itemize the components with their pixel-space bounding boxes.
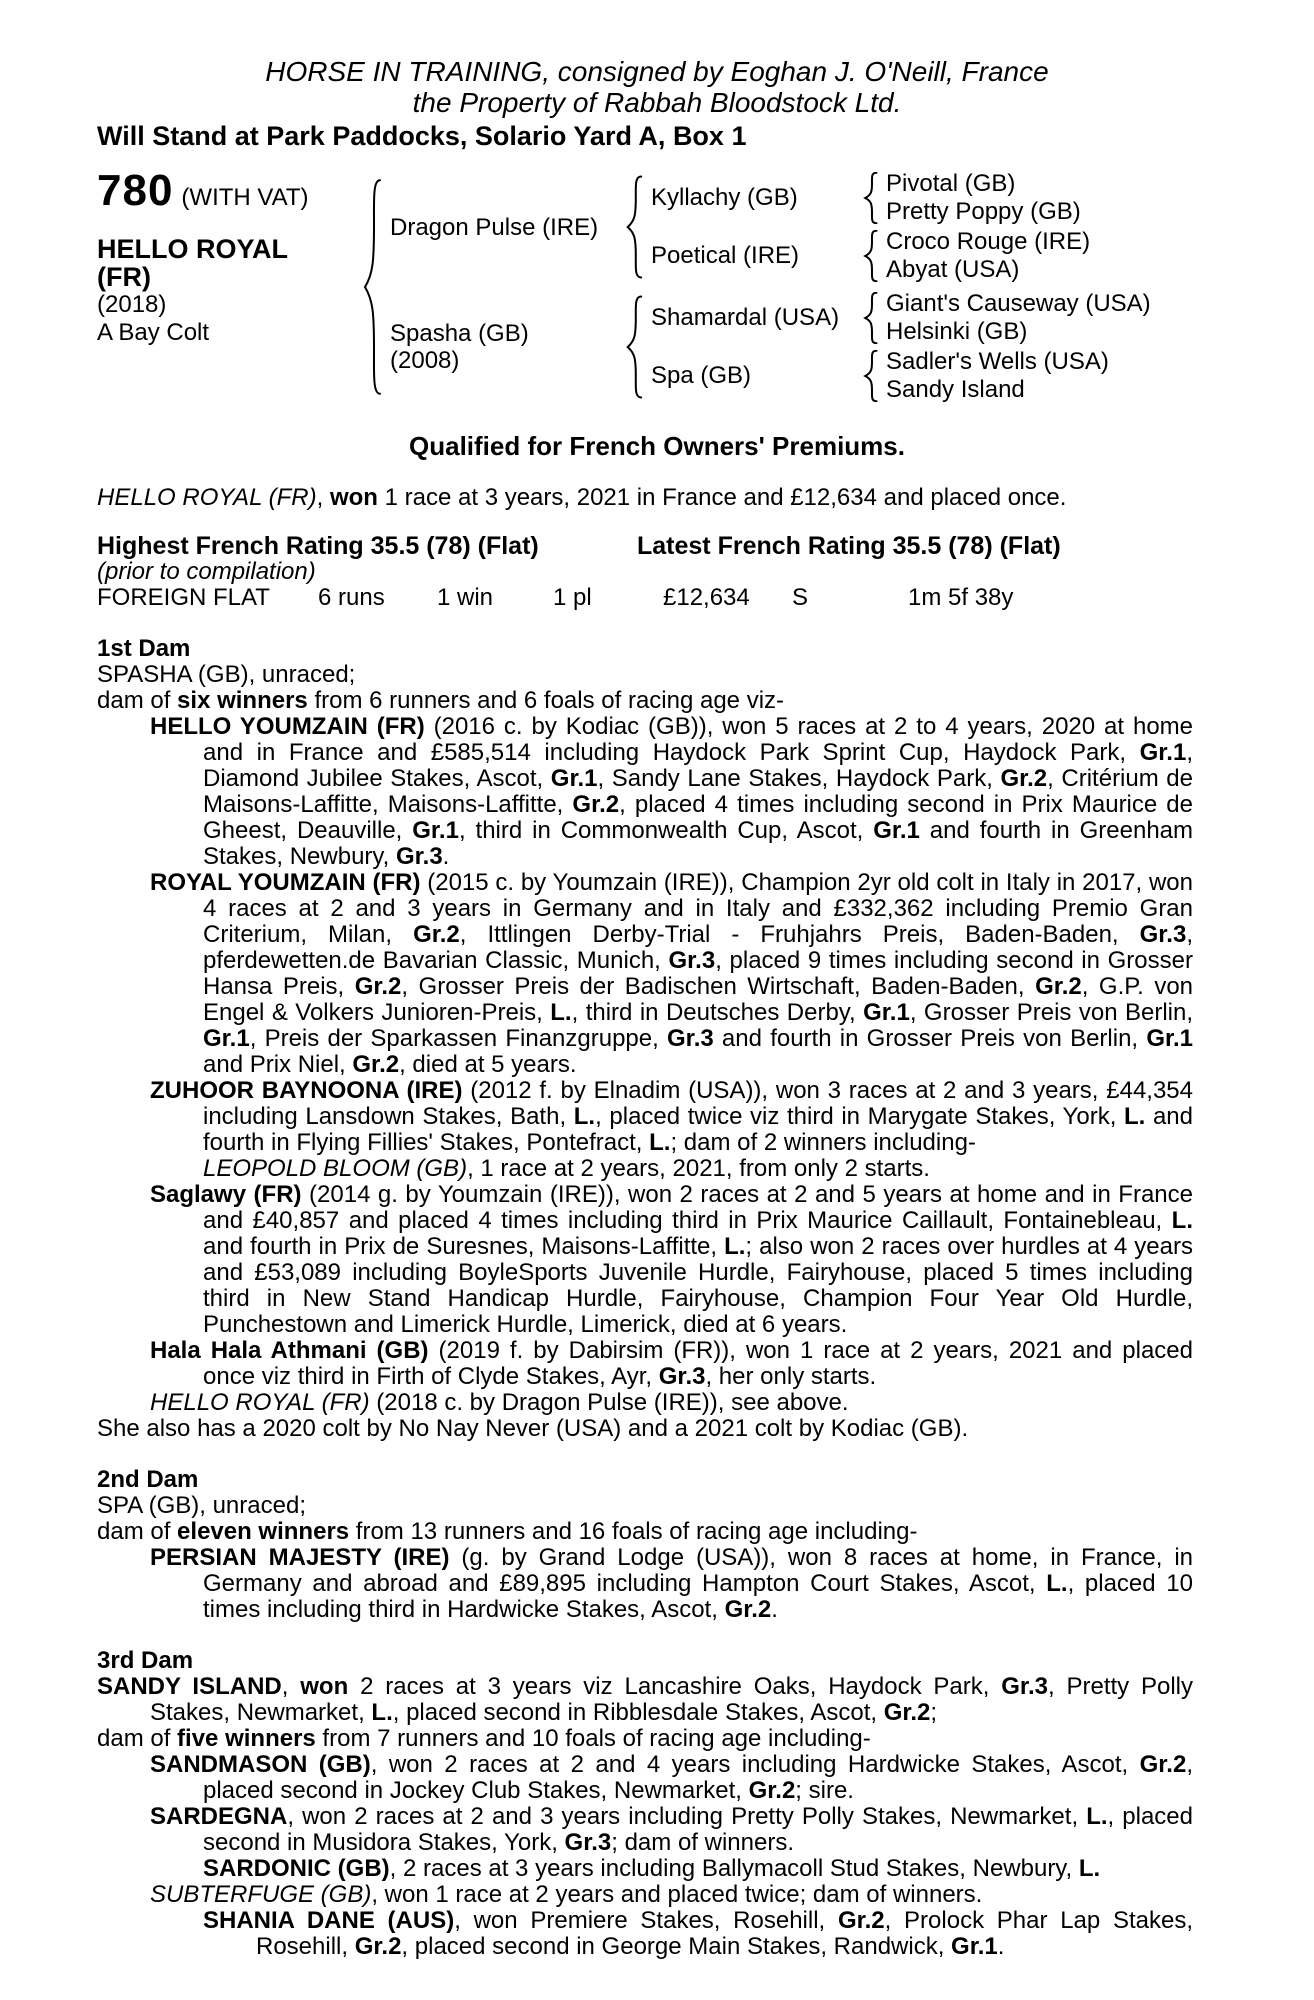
produce-record	[97, 636, 1193, 1960]
text-segment: Gr.1	[951, 1933, 998, 1960]
text-segment: Gr.2	[1035, 973, 1082, 1000]
catalog-paragraph	[97, 1416, 1193, 1442]
text-segment: ; dam of 2 winners including-	[670, 1129, 976, 1156]
text-segment: , placed 4 times including second in Prix Maurice de Gheest, Deauville,	[203, 791, 1193, 844]
text-segment: L.	[1124, 1103, 1146, 1130]
catalog-paragraph	[97, 870, 1193, 1078]
text-segment: won	[300, 1673, 349, 1700]
pedigree-brace-small	[863, 292, 878, 344]
text-segment: She also has a 2020 colt by No Nay Never (USA) and a 2021 colt by Kodiac (GB).	[97, 1415, 969, 1442]
text-segment: , placed 10 times including third in Hardwicke Stakes, Ascot,	[203, 1570, 1193, 1623]
lot-block	[97, 165, 362, 409]
rating-note: (prior to compilation)	[97, 558, 316, 585]
text-segment: , Pretty Polly Stakes, Newmarket,	[150, 1673, 1193, 1726]
sire-dam-name: Poetical (IRE)	[651, 242, 800, 269]
text-segment: , won 2 races at 2 and 3 years including Pretty Polly Stakes, Newmarket,	[287, 1803, 1087, 1830]
text-segment: , G.P. von Engel & Volkers Junioren-Preis,	[203, 973, 1194, 1026]
text-segment: PERSIAN MAJESTY (IRE)	[150, 1544, 450, 1571]
text-segment: , Critérium de Maisons-Laffitte, Maisons-Laffitte,	[203, 765, 1193, 818]
sire-dam-row	[651, 228, 1090, 284]
stand-location-line: Will Stand at Park Paddocks, Solario Yard A, Box 1	[97, 121, 747, 151]
text-segment: ,	[316, 484, 330, 511]
horse-description: A Bay Colt	[97, 319, 210, 346]
text-segment: ; sire.	[795, 1777, 854, 1804]
text-segment: (2018 c. by Dragon Pulse (IRE)), see above.	[369, 1389, 849, 1416]
dam-heading: 2nd Dam	[97, 1466, 199, 1493]
catalog-paragraph	[97, 1882, 1193, 1908]
pedigree-brace-small	[863, 230, 878, 282]
text-segment: ;	[930, 1699, 938, 1726]
stat-wins: 1 win	[437, 584, 494, 611]
text-segment: L.	[1086, 1803, 1108, 1830]
text-segment: (2016 c. by Kodiac (GB)), won 5 races at 2 to 4 years, 2020 at home and in France and £585,514 including Haydock Park Sprint Cup, Haydock Park,	[203, 713, 1194, 766]
horse-country-suffix: (FR)	[97, 262, 151, 292]
text-segment: (2019 f. by Dabirsim (FR)), won 1 race at 2 years, 2021 and placed once viz third in Firth of Clyde Stakes, Ayr,	[203, 1337, 1193, 1390]
text-segment: , Preis der Sparkassen Finanzgruppe,	[249, 1025, 668, 1052]
text-segment: HELLO ROYAL (FR)	[97, 484, 317, 511]
ggp-name: Helsinki (GB)	[886, 318, 1028, 345]
text-segment: 2 races at 3 years viz Lancashire Oaks, Haydock Park,	[348, 1673, 1002, 1700]
catalog-paragraph	[97, 1908, 1193, 1960]
catalog-paragraph	[97, 1674, 1193, 1726]
text-segment: , placed second in Musidora Stakes, York,	[203, 1803, 1194, 1856]
vat-note: (WITH VAT)	[181, 184, 309, 211]
sire-sire-name: Kyllachy (GB)	[651, 184, 798, 211]
stat-distance: 1m 5f 38y	[908, 584, 1014, 611]
text-segment: , Sandy Lane Stakes, Haydock Park,	[597, 765, 1001, 792]
horse-year: (2018)	[97, 291, 167, 318]
text-segment: Gr.3	[1139, 921, 1187, 948]
text-segment: .	[771, 1596, 778, 1623]
text-segment: dam of	[97, 687, 178, 714]
text-segment: ; dam of winners.	[611, 1829, 794, 1856]
text-segment: (2014 g. by Youmzain (IRE)), won 2 races at 2 and 5 years at home and in France and £40,857 and placed 4 times including third in Prix Maurice Caillault, Fontainebleau,	[203, 1181, 1193, 1234]
lot-number: 780	[97, 166, 174, 215]
text-segment: and fourth in Greenham Stakes, Newbury,	[203, 817, 1193, 870]
ratings-block	[97, 533, 1193, 611]
text-segment: from 13 runners and 16 foals of racing age including-	[349, 1518, 918, 1545]
dam-heading: 1st Dam	[97, 635, 191, 662]
text-segment: HELLO ROYAL (FR)	[150, 1389, 370, 1416]
catalog-paragraph	[97, 1390, 1193, 1416]
text-segment: , placed second in Jockey Club Stakes, Newmarket,	[203, 1751, 1193, 1804]
dam-heading: 3rd Dam	[97, 1647, 194, 1674]
text-segment: Gr.1	[863, 999, 910, 1026]
text-segment: Gr.2	[354, 1933, 402, 1960]
catalog-paragraph	[97, 1856, 1193, 1882]
text-segment: Gr.2	[1139, 1751, 1187, 1778]
text-segment: Saglawy (FR)	[150, 1181, 302, 1208]
text-segment: dam of	[97, 1518, 178, 1545]
text-segment: , 2 races at 3 years including Ballymacoll Stud Stakes, Newbury,	[389, 1855, 1079, 1882]
catalog-paragraph	[97, 1726, 1193, 1752]
ggp-name: Sadler's Wells (USA)	[886, 348, 1109, 375]
text-segment: , Grosser Preis der Badischen Wirtschaft, Baden-Baden,	[401, 973, 1036, 1000]
text-segment: .	[442, 843, 450, 870]
text-segment: L.	[573, 1103, 596, 1130]
text-segment: SARDEGNA	[150, 1803, 288, 1830]
text-segment: 1 race at 3 years, 2021 in France and £12,634 and placed once.	[377, 484, 1067, 511]
ggp-name: Pivotal (GB)	[886, 170, 1016, 197]
text-segment: HELLO YOUMZAIN (FR)	[150, 713, 425, 740]
text-segment: , placed second in George Main Stakes, Randwick,	[401, 1933, 952, 1960]
text-segment: L.	[550, 999, 572, 1026]
text-segment: , Diamond Jubilee Stakes, Ascot,	[203, 739, 1193, 792]
pedigree-brace-medium	[625, 175, 643, 279]
dam-name: Spasha (GB)	[390, 320, 529, 347]
text-segment: LEOPOLD BLOOM (GB)	[203, 1155, 468, 1182]
premium-qualification-line: Qualified for French Owners' Premiums.	[409, 431, 905, 461]
text-segment: , her only starts.	[705, 1363, 877, 1390]
catalog-paragraph	[97, 1078, 1193, 1156]
sire-half	[390, 170, 1151, 284]
text-segment: Gr.2	[837, 1907, 885, 1934]
text-segment: SHANIA DANE (AUS)	[203, 1907, 455, 1934]
pedigree-brace-small	[863, 350, 878, 402]
catalog-paragraph	[97, 1338, 1193, 1390]
text-segment: Gr.2	[352, 1051, 400, 1078]
stat-surface: S	[792, 584, 809, 611]
text-segment: Gr.1	[550, 765, 598, 792]
text-segment: , died at 5 years.	[399, 1051, 577, 1078]
text-segment: Gr.2	[354, 973, 402, 1000]
text-segment: five winners	[177, 1725, 316, 1752]
text-segment: .	[997, 1933, 1005, 1960]
horse-name: HELLO ROYAL	[97, 234, 289, 264]
text-segment: Gr.3	[564, 1829, 612, 1856]
text-segment: Gr.1	[873, 817, 920, 844]
text-segment: Hala Hala Athmani (GB)	[150, 1337, 429, 1364]
stat-runs: 6 runs	[318, 584, 385, 611]
text-segment: Gr.3	[395, 843, 443, 870]
catalog-paragraph	[97, 1545, 1193, 1623]
text-segment: Gr.1	[1139, 739, 1187, 766]
dam-name-cell	[390, 320, 625, 374]
ggp-name: Sandy Island	[886, 376, 1025, 403]
text-segment: six winners	[177, 687, 308, 714]
text-segment: and fourth in Grosser Preis von Berlin,	[713, 1025, 1147, 1052]
text-segment: , pferdewetten.de Bavarian Classic, Munich,	[203, 921, 1193, 974]
dam-year: (2008)	[390, 347, 460, 374]
rating-headline	[97, 533, 1193, 559]
lot-and-pedigree	[97, 165, 1193, 409]
text-segment: Gr.1	[412, 817, 459, 844]
stat-places: 1 pl	[553, 584, 592, 611]
text-segment: , 1 race at 2 years, 2021, from only 2 starts.	[467, 1155, 930, 1182]
stat-category: FOREIGN FLAT	[97, 584, 270, 611]
text-segment: eleven winners	[177, 1518, 350, 1545]
text-segment: Gr.3	[668, 947, 716, 974]
text-segment: SARDONIC (GB)	[203, 1855, 390, 1882]
page-header	[0, 56, 1314, 118]
text-segment: , placed 9 times including second in Grosser Hansa Preis,	[203, 947, 1193, 1000]
text-segment: Gr.2	[1000, 765, 1048, 792]
text-segment: Gr.3	[658, 1363, 706, 1390]
text-segment: , Prolock Phar Lap Stakes, Rosehill,	[256, 1907, 1193, 1960]
text-segment: dam of	[97, 1725, 178, 1752]
catalog-paragraph	[97, 1182, 1193, 1338]
text-segment: , won 1 race at 2 years and placed twice; dam of winners.	[371, 1881, 983, 1908]
text-segment: , Ittlingen Derby-Trial - Fruhjahrs Preis, Baden-Baden,	[459, 921, 1140, 948]
pedigree-tree	[362, 165, 1151, 409]
text-segment: ; also won 2 races over hurdles at 4 years and £53,089 including BoyleSports Juvenile Hurdle, Fairyhouse, placed 5 times including third in New Stand Handicap Hurdle, Fairyhouse, Champion Four Year Old Hurdle, Punchestown and Limerick Hurdle, Limerick, died at 6 years.	[203, 1233, 1193, 1338]
text-segment: , Grosser Preis von Berlin,	[909, 999, 1194, 1026]
dam-half	[390, 290, 1151, 404]
text-segment: SPASHA (GB), unraced;	[97, 661, 356, 688]
dam-dam-name: Spa (GB)	[651, 362, 752, 389]
catalog-paragraph	[97, 1804, 1193, 1856]
text-segment: SUBTERFUGE (GB)	[150, 1881, 372, 1908]
ggp-name: Pretty Poppy (GB)	[886, 198, 1081, 225]
text-segment: from 6 runners and 6 foals of racing age viz-	[307, 687, 785, 714]
horse-name-block	[97, 235, 362, 347]
text-segment: ,	[281, 1673, 301, 1700]
text-segment: , placed second in Ribblesdale Stakes, Ascot,	[392, 1699, 884, 1726]
text-segment: , won 2 races at 2 and 4 years including Hardwicke Stakes, Ascot,	[370, 1751, 1140, 1778]
text-segment: L.	[1046, 1570, 1068, 1597]
text-segment: and fourth in Flying Fillies' Stakes, Pontefract,	[203, 1103, 1194, 1156]
text-segment: , won Premiere Stakes, Rosehill,	[454, 1907, 838, 1934]
text-segment: SPA (GB), unraced;	[97, 1492, 306, 1519]
catalog-paragraph	[97, 714, 1193, 870]
catalog-paragraph	[97, 662, 1193, 688]
race-record-summary	[97, 485, 1193, 511]
text-segment: and fourth in Prix de Suresnes, Maisons-Laffitte,	[203, 1233, 725, 1260]
text-segment: (2012 f. by Elnadim (USA)), won 3 races at 2 and 3 years, £44,354 including Lansdown Stakes, Bath,	[203, 1077, 1193, 1130]
pedigree-brace-large	[362, 177, 382, 397]
text-segment: Gr.2	[724, 1596, 772, 1623]
property-line: the Property of Rabbah Bloodstock Ltd.	[412, 87, 902, 118]
ggp-name: Giant's Causeway (USA)	[886, 290, 1151, 317]
text-segment: L.	[649, 1129, 671, 1156]
dam-sire-name: Shamardal (USA)	[651, 304, 840, 331]
dam-dam-row	[651, 348, 1151, 404]
text-segment: Gr.2	[883, 1699, 931, 1726]
text-segment: L.	[1078, 1855, 1101, 1882]
catalog-paragraph	[97, 1493, 1193, 1519]
catalog-paragraph	[97, 688, 1193, 714]
text-segment: ZUHOOR BAYNOONA (IRE)	[150, 1077, 463, 1104]
text-segment: Gr.3	[1001, 1673, 1048, 1700]
text-segment: Gr.1	[1146, 1025, 1194, 1052]
text-segment: Gr.1	[203, 1025, 250, 1052]
dam-sire-row	[651, 290, 1151, 346]
sire-sire-row	[651, 170, 1090, 226]
catalog-paragraph	[97, 1156, 1193, 1182]
catalog-paragraph	[97, 1752, 1193, 1804]
text-segment: and Prix Niel,	[203, 1051, 353, 1078]
text-segment: SANDY ISLAND	[97, 1673, 282, 1700]
pedigree-brace-medium	[625, 295, 643, 399]
text-segment: Gr.2	[572, 791, 620, 818]
text-segment: L.	[724, 1233, 746, 1260]
race-statistics-row	[97, 585, 1193, 611]
text-segment: , third in Deutsches Derby,	[571, 999, 864, 1026]
lot-number-line	[97, 166, 362, 215]
catalog-paragraph	[97, 1519, 1193, 1545]
highest-rating: Highest French Rating 35.5 (78) (Flat)	[97, 532, 539, 560]
text-segment: ROYAL YOUMZAIN (FR)	[150, 869, 421, 896]
pedigree-brace-small	[863, 172, 878, 224]
latest-rating: Latest French Rating 35.5 (78) (Flat)	[637, 532, 1061, 560]
text-segment: Gr.3	[667, 1025, 714, 1052]
text-segment: L.	[1171, 1207, 1193, 1234]
text-segment: (g. by Grand Lodge (USA)), won 8 races at home, in France, in Germany and abroad and £89,895 including Hampton Court Stakes, Ascot,	[203, 1544, 1193, 1597]
text-segment: SANDMASON (GB)	[150, 1751, 371, 1778]
text-segment: won	[329, 484, 378, 511]
sire-name: Dragon Pulse (IRE)	[390, 213, 599, 241]
text-segment: L.	[371, 1699, 393, 1726]
text-segment: (2015 c. by Youmzain (IRE)), Champion 2yr old colt in Italy in 2017, won 4 races at 2 and 3 years in Germany and in Italy and £332,362 including Premio Gran Criterium, Milan,	[203, 869, 1194, 948]
text-segment: from 7 runners and 10 foals of racing age including-	[315, 1725, 871, 1752]
text-segment: , third in Commonwealth Cup, Ascot,	[458, 817, 874, 844]
stat-earnings: £12,634	[663, 584, 750, 611]
text-segment: Gr.2	[748, 1777, 796, 1804]
consignor-line: HORSE IN TRAINING, consigned by Eoghan J. O'Neill, France	[265, 56, 1049, 87]
ggp-name: Croco Rouge (IRE)	[886, 228, 1091, 255]
text-segment: , placed twice viz third in Marygate Stakes, York,	[595, 1103, 1124, 1130]
text-segment: Gr.2	[413, 921, 460, 948]
ggp-name: Abyat (USA)	[886, 256, 1020, 283]
